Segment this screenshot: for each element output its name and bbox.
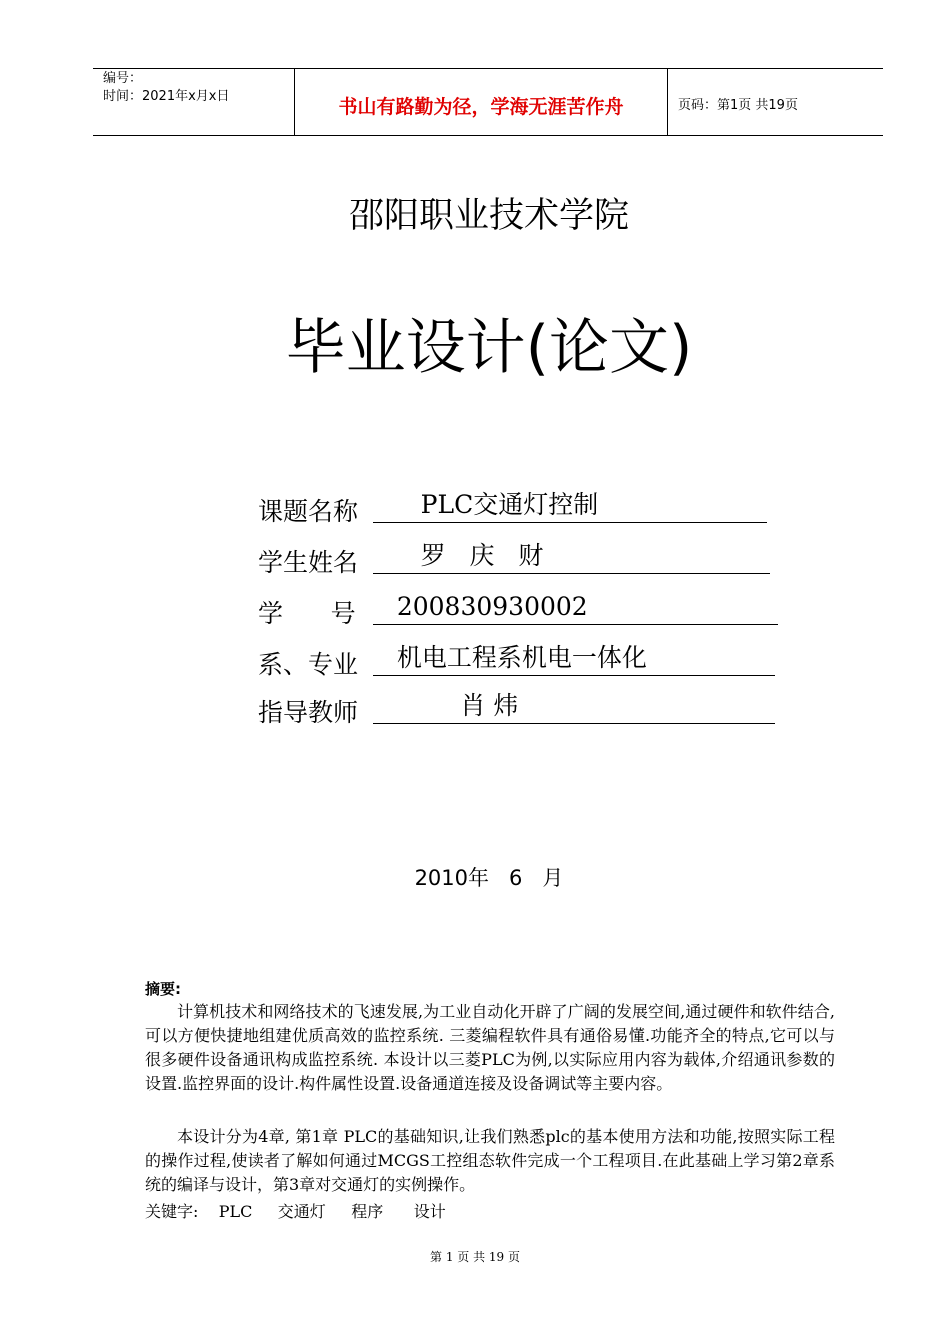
- field-label-topic: 课题名称: [258, 497, 359, 526]
- time-label: 时间：2021年x月x日: [103, 89, 230, 104]
- header-divider-1: [294, 68, 295, 136]
- school-name: 邵阳职业技术学院: [348, 196, 629, 236]
- field-value-major: 机电工程系机电一体化: [373, 643, 775, 676]
- field-value-student-id: 200830930002: [373, 592, 778, 625]
- number-label: 编号：: [103, 71, 143, 86]
- field-label-student: 学生姓名: [258, 548, 359, 577]
- field-value-advisor: 肖 炜: [373, 691, 775, 724]
- header-motto: 书山有路勤为径，学海无涯苦作舟: [338, 96, 624, 118]
- cover-date: 2010年 6 月: [414, 866, 564, 890]
- field-label-major: 系、专业: [258, 650, 359, 679]
- abstract-paragraph-2: 本设计分为4章, 第1章 PLC的基础知识,让我们熟悉plc的基本使用方法和功能,按照实际工程的操作过程,使读者了解如何通过MCGS工控组态软件完成一个工程项目.在此基础上学习第2章系统的编译与设计，第3章对交通灯的实例操作。: [145, 1127, 835, 1194]
- abstract-title: 摘要:: [145, 980, 181, 998]
- thesis-title: 毕业设计(论文): [285, 313, 693, 383]
- field-value-student: 罗 庆 财: [373, 541, 770, 574]
- field-label-advisor: 指导教师: [258, 698, 359, 727]
- abstract-paragraph-1: 计算机技术和网络技术的飞速发展,为工业自动化开辟了广阔的发展空间,通过硬件和软件结合,可以方便快捷地组建优质高效的监控系统. 三菱编程软件具有通俗易懂.功能齐全的特点,它可以与很多硬件设备通讯构成监控系统. 本设计以三菱PLC为例,以实际应用内容为载体,介绍通讯参数的设置.监控界面的设计.构件属性设置.设备通道连接及设备调试等主要内容。: [145, 1002, 835, 1093]
- header-divider-2: [667, 68, 668, 136]
- page-footer: 第 1 页 共 19 页: [430, 1250, 520, 1264]
- header-top-rule: [93, 68, 883, 69]
- header-bottom-rule: [93, 135, 883, 136]
- header-page-label: 页码：第1页 共19页: [678, 98, 798, 113]
- field-label-student-id: 学 号: [258, 599, 356, 628]
- field-value-topic: PLC交通灯控制: [373, 490, 767, 523]
- keywords: 关键字: PLC 交通灯 程序 设计: [145, 1202, 446, 1221]
- header-meta: [103, 70, 229, 106]
